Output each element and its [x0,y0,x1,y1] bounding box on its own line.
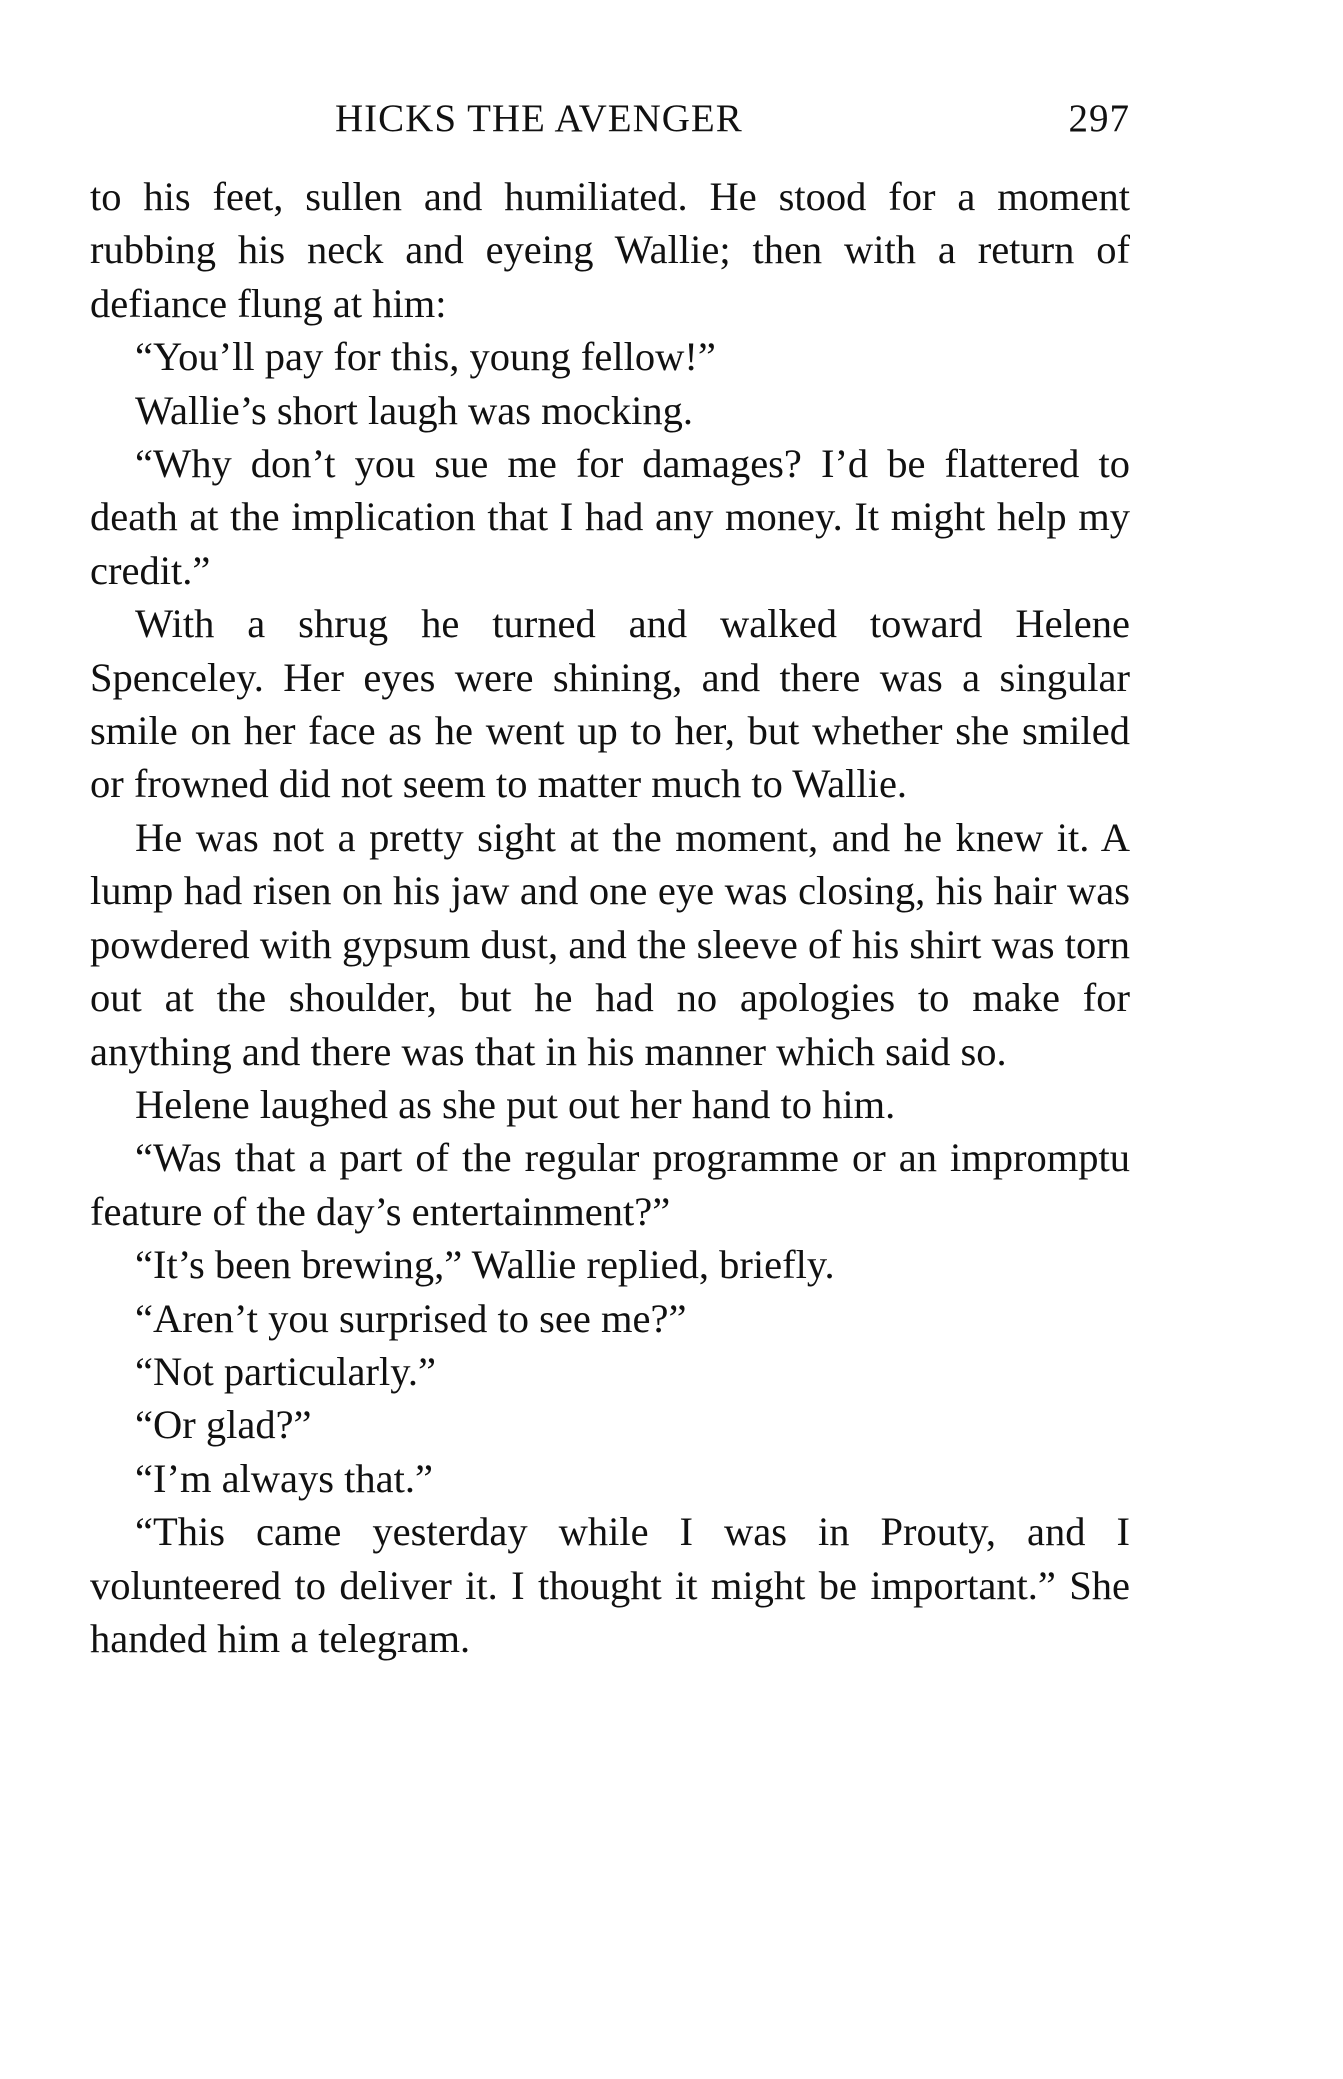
paragraph: Helene laughed as she put out her hand to him. [135,1081,896,1127]
paragraph: “You’ll pay for this, young fellow!” [135,334,716,380]
paragraph: “Why don’t you sue me for damages? I’d be flattered to death at the implication that I had any money. It might help my credit.” [90,441,1130,593]
page-number: 297 [1068,97,1130,140]
paragraph: “Or glad?” [135,1402,312,1448]
paragraph: He was not a pretty sight at the moment, and he knew it. A lump had risen on his jaw and one eye was closing, his hair was powdered with gypsum dust, and the sleeve of his shirt was torn out at the shoulder, but he had no apologies to make for anything and there was that in his manner which said so. [90,814,1130,1074]
paragraph: “Aren’t you surprised to see me?” [135,1295,687,1341]
chapter-title: HICKS THE AVENGER [335,97,743,140]
paragraph: to his feet, sullen and humiliated. He stood for a moment rubbing his neck and eyeing Wallie; then with a return of defiance flung at him: [90,174,1130,326]
paragraph: Wallie’s short laugh was mocking. [135,387,694,433]
paragraph: “This came yesterday while I was in Prouty, and I volunteered to deliver it. I thought it might be important.” She handed him a telegram. [90,1509,1130,1661]
paragraph: “It’s been brewing,” Wallie replied, briefly. [135,1242,835,1288]
body-text [90,170,1130,1665]
running-head [90,96,1130,156]
paragraph: “Was that a part of the regular programme or an impromptu feature of the day’s entertainment?” [90,1135,1130,1234]
paragraph: “Not particularly.” [135,1348,436,1394]
paragraph: With a shrug he turned and walked toward Helene Spenceley. Her eyes were shining, and there was a singular smile on her face as he went up to her, but whether she smiled or frowned did not seem to matter much to Wallie. [90,601,1130,807]
paragraph: “I’m always that.” [135,1455,433,1501]
